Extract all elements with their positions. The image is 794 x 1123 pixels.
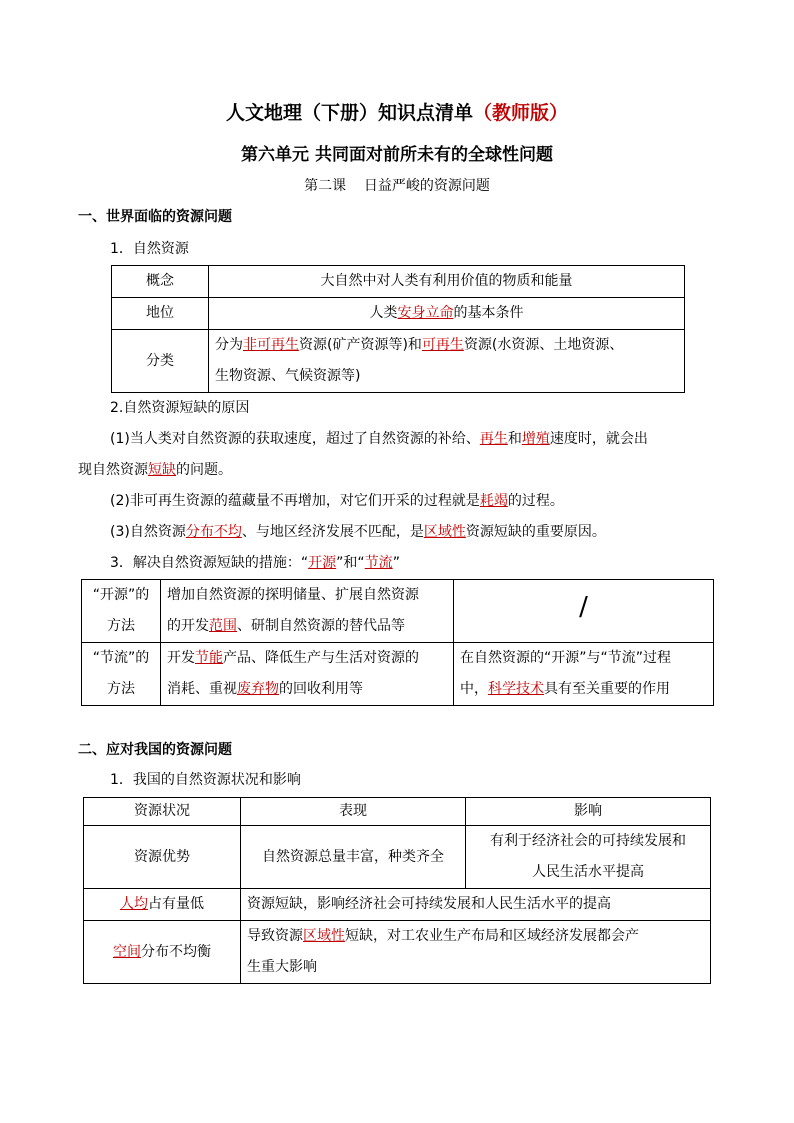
table-row [84,889,711,921]
paragraph-2 [110,490,564,510]
table-cell: 概念 [112,266,209,298]
paragraph-1-cont [78,459,232,479]
text: 短缺，对工农业生产布局和区域经济发展都会产 [345,928,639,944]
table-cell [161,580,454,643]
table-cell: 大自然中对人类有利用价值的物质和能量 [209,266,685,298]
text: 在自然资源的“开源”与“节流”过程 [460,650,672,666]
text: 导致资源 [247,928,303,944]
text: 资源(矿产资源等)和 [299,337,422,353]
text: 增加自然资源的探明储量、扩展自然资源 [167,587,419,603]
title-tag: （教师版） [473,102,569,124]
table-cell [454,643,714,706]
text: 3．解决自然资源短缺的措施：“ [110,555,309,571]
text: 资源短缺的重要原因。 [465,524,606,540]
keyword: 安身立命 [397,305,454,321]
keyword: 范围 [209,618,237,634]
text: 速度时，就会出 [549,431,648,447]
table-row [84,921,711,984]
text: 的基本条件 [453,305,524,321]
table-cell [454,580,714,643]
table-cell [241,921,711,984]
table-row [112,298,685,330]
text: “节流”的 [92,650,150,666]
text: 人类 [369,305,398,321]
table-row [82,643,714,706]
section2-heading: 二、应对我国的资源问题 [78,742,232,758]
keyword: 区域性 [303,928,345,944]
text: 的问题。 [176,462,232,478]
text: 的回收利用等 [279,681,363,697]
keyword: 科学技术 [488,681,544,697]
text: 有利于经济社会的可持续发展和 [490,833,686,849]
text: “开源”的 [92,587,150,603]
keyword: 空间 [113,943,141,960]
keyword: 废弃物 [237,681,279,697]
text: 人民生活水平提高 [532,864,644,880]
text: (2)非可再生资源的蕴藏量不再增加，对它们开采的过程就是 [110,493,480,509]
text: ”和“ [336,555,365,571]
text: 开发 [167,650,195,666]
text: 的过程。 [507,493,564,509]
table-cell [82,580,161,643]
text: 现自然资源 [78,462,148,478]
text: 具有至关重要的作用 [544,681,670,697]
table-cell [84,889,241,921]
text: 分为 [215,337,243,353]
table-cell [466,826,711,889]
table-row [112,266,685,298]
paragraph-3 [110,521,606,541]
table-row [84,826,711,889]
text: (3)自然资源 [110,524,186,540]
text: 的开发 [167,618,209,634]
section1-sub1: 1．自然资源 [110,241,189,257]
text: ” [392,555,400,571]
text: 方法 [107,618,135,634]
section1-sub3 [110,552,400,572]
table-header: 资源状况 [84,798,241,826]
keyword: 非可再生 [243,337,299,353]
text: 产品、降低生产与生活对资源的 [223,650,419,666]
table-cell: 资源优势 [84,826,241,889]
measures-table [81,579,714,706]
text: 消耗、重视 [167,681,237,697]
keyword: 可再生 [421,337,464,353]
section1-heading: 一、世界面临的资源问题 [78,209,232,225]
text: 分布不均衡 [141,943,211,960]
table-cell: 资源短缺，影响经济社会可持续发展和人民生活水平的提高 [241,889,711,921]
text: 生物资源、气候资源等) [215,368,361,384]
table-cell: 地位 [112,298,209,330]
table-cell: 分类 [112,330,209,393]
text: 资源(水资源、土地资源、 [463,337,624,353]
keyword: 人均 [120,896,148,912]
table-cell [209,330,685,393]
text: 生重大影响 [247,959,317,975]
keyword: 开源 [308,555,337,571]
keyword: 区域性 [423,524,466,540]
keyword: 节能 [195,650,223,666]
table-row [112,330,685,393]
table-header: 影响 [466,798,711,826]
table-row [82,580,714,643]
table-cell [84,921,241,984]
text: 方法 [107,681,135,697]
text: 占有量低 [148,896,204,912]
table-header: 表现 [241,798,466,826]
text: 、研制自然资源的替代品等 [237,618,405,634]
keyword: 分布不均 [185,524,242,540]
section2-sub1: 1．我国的自然资源状况和影响 [110,772,301,788]
keyword: 节流 [364,555,393,571]
section1-sub2: 2.自然资源短缺的原因 [110,400,250,416]
text: 中， [460,681,488,697]
paragraph-1 [110,428,720,448]
text: 、与地区经济发展不匹配，是 [241,524,424,540]
lesson-title: 第二课 日益严峻的资源问题 [304,178,490,194]
table-cell [161,643,454,706]
china-resource-table [83,797,711,984]
unit-title: 第六单元 共同面对前所未有的全球性问题 [241,145,553,165]
slash-mark: / [579,591,588,622]
text: (1)当人类对自然资源的获取速度，超过了自然资源的补给、 [110,431,480,447]
table-cell [82,643,161,706]
keyword: 耗竭 [479,493,508,509]
natural-resource-table [111,265,685,393]
table-cell [209,298,685,330]
keyword: 增殖 [521,431,550,447]
keyword: 短缺 [148,462,176,478]
text: 和 [507,431,522,447]
document-title [0,98,794,125]
table-cell: 自然资源总量丰富，种类齐全 [241,826,466,889]
title-main: 人文地理（下册）知识点清单 [225,102,473,124]
keyword: 再生 [479,431,508,447]
table-row [84,798,711,826]
